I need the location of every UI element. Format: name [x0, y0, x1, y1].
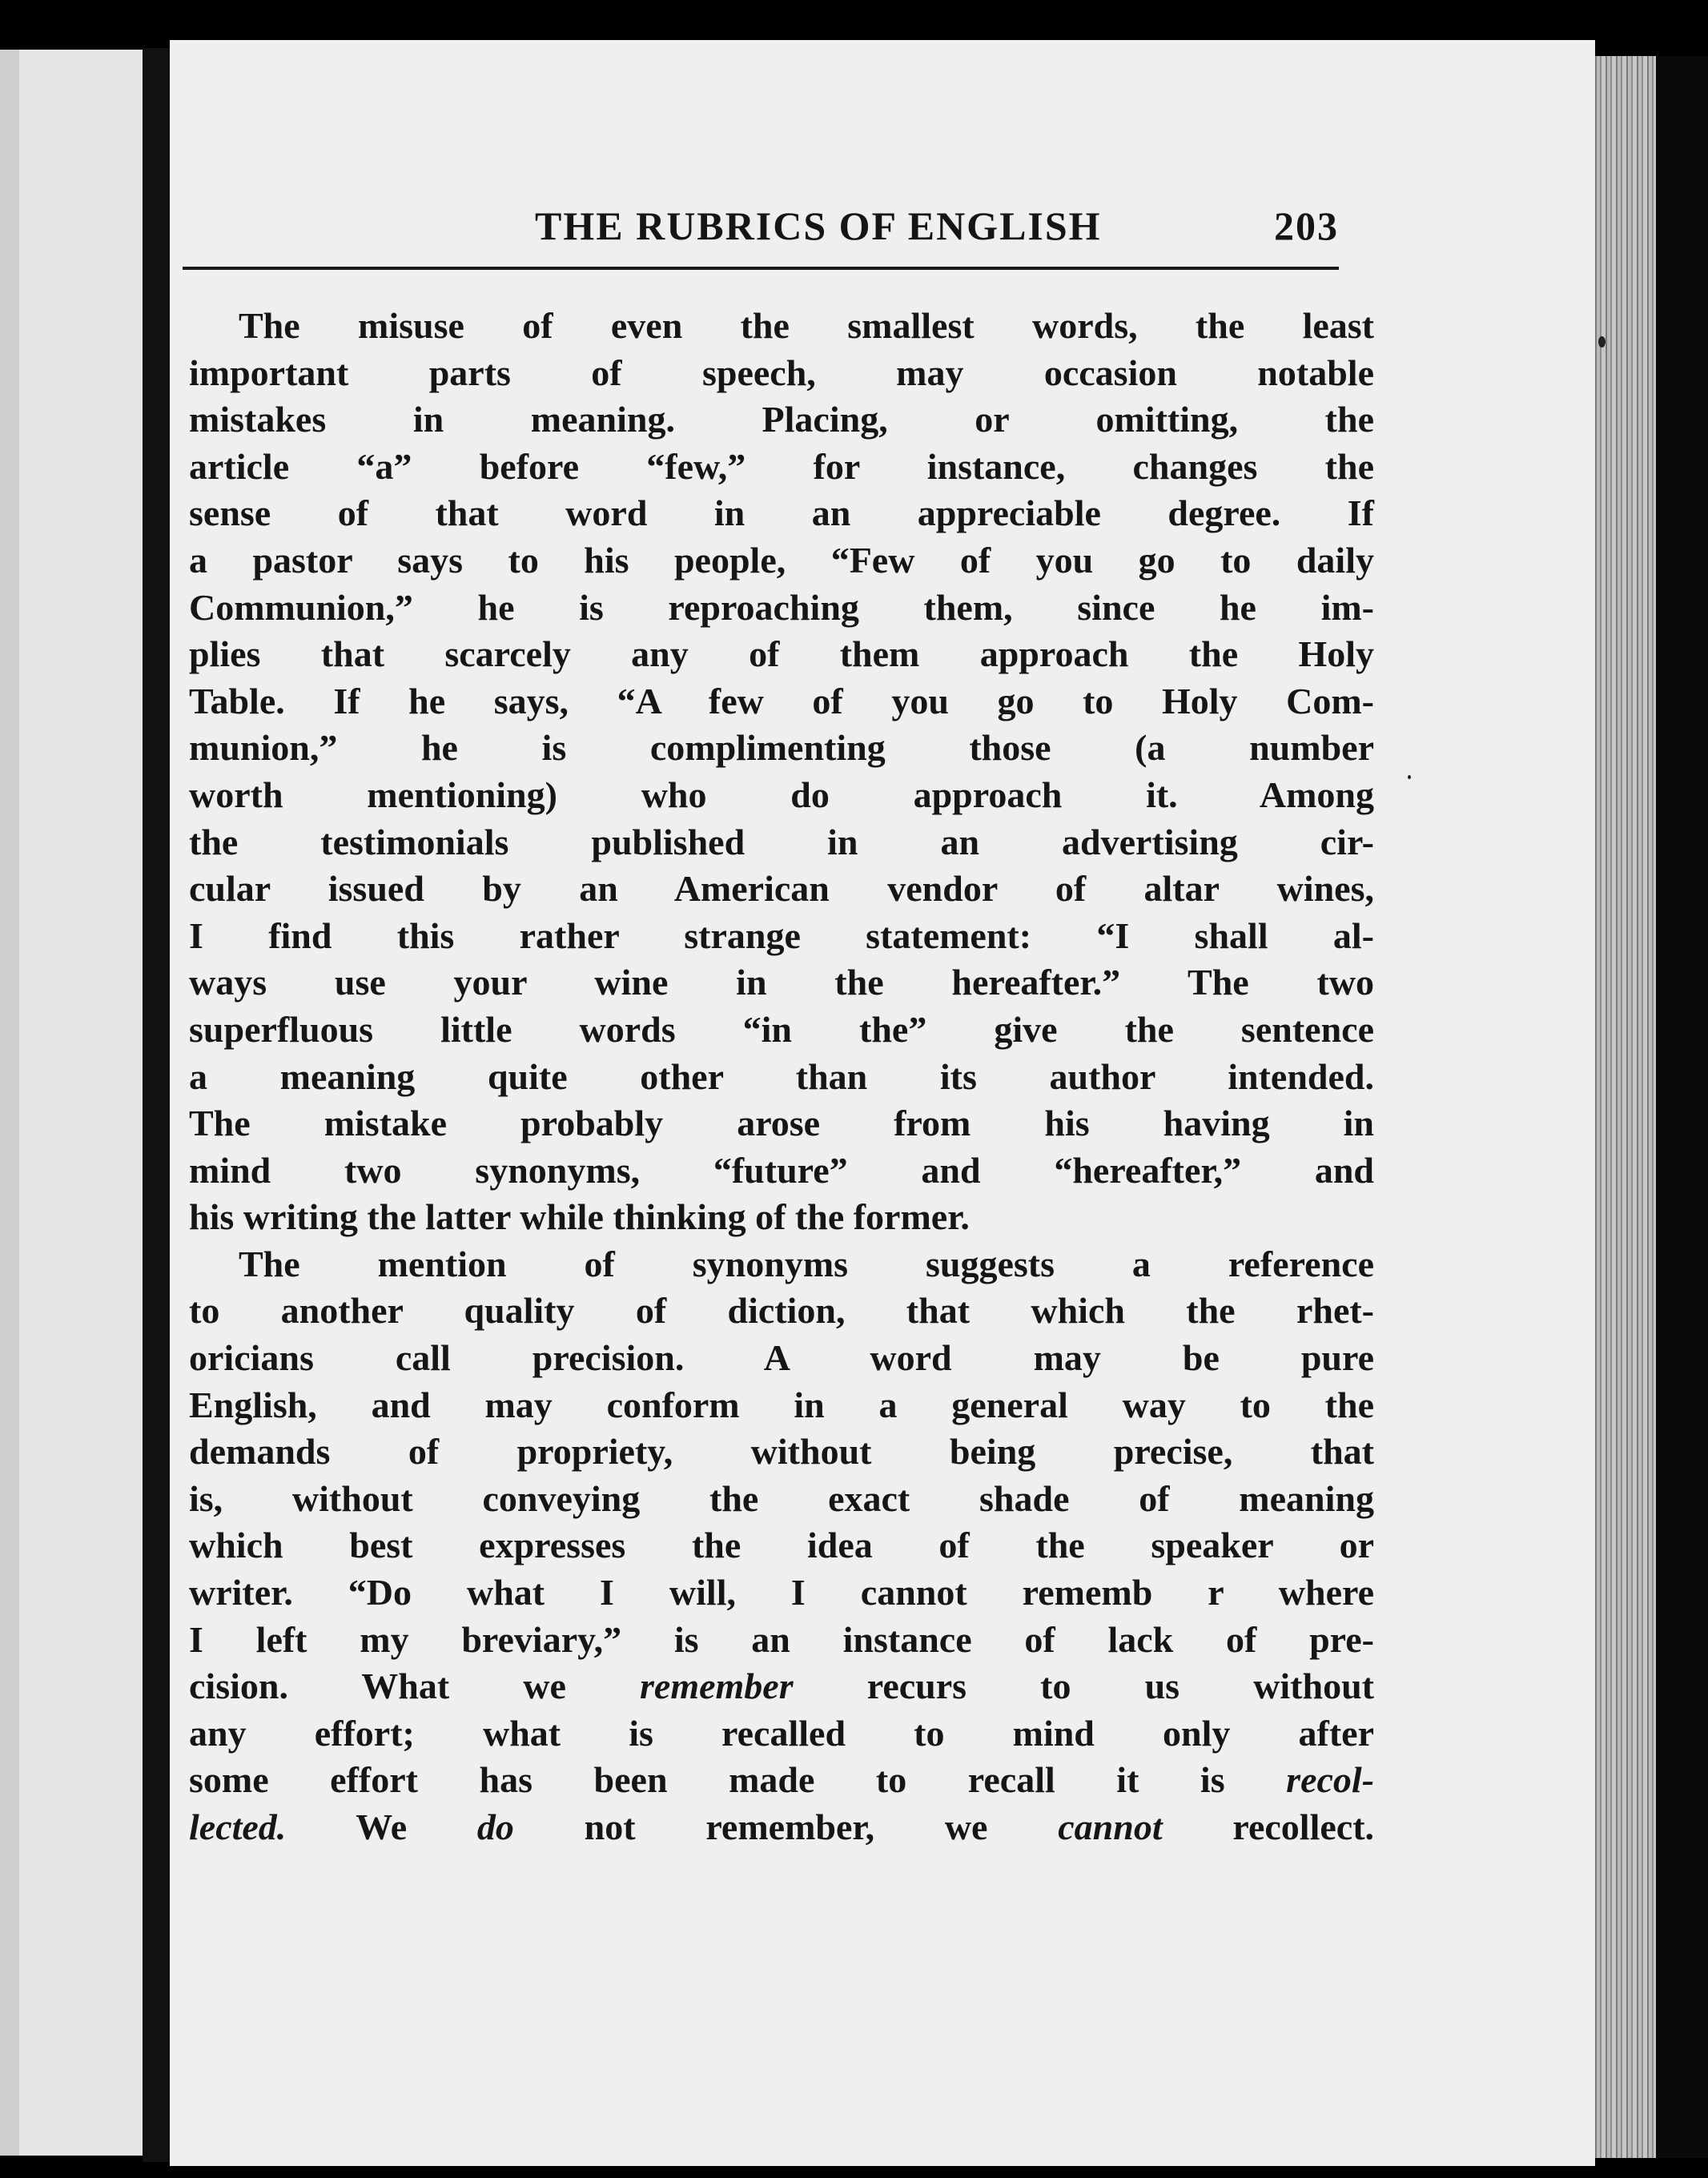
text-line: English, and may conform in a general way to the: [189, 1384, 1374, 1425]
scan-border-right: [1656, 56, 1708, 2158]
italic-word: cannot: [1058, 1806, 1163, 1847]
text-line: which best expresses the idea of the speaker or: [189, 1525, 1374, 1566]
text-line: is, without conveying the exact shade of meaning: [189, 1477, 1374, 1519]
text-line: The misuse of even the smallest words, the least: [239, 305, 1374, 346]
facing-page-shadow: [0, 50, 19, 2156]
italic-word: do: [476, 1806, 514, 1847]
text-line: superfluous little words “in the” give the sentence: [189, 1008, 1374, 1050]
italic-word: remember: [640, 1666, 794, 1707]
running-head: [183, 167, 1339, 247]
text-line: plies that scarcely any of them approach the Holy: [189, 633, 1374, 675]
text-line: oricians call precision. A word may be pure: [189, 1337, 1374, 1379]
text-line: worth mentioning) who do approach it. Among: [189, 774, 1374, 815]
scan-speck: [1598, 336, 1606, 348]
text-line: I left my breviary,” is an instance of lack of pre-: [189, 1618, 1374, 1660]
italic-word: recol-: [1286, 1759, 1375, 1801]
page-number: 203: [1274, 203, 1339, 248]
text-line: important parts of speech, may occasion notable: [189, 352, 1374, 393]
text-line: sense of that word in an appreciable degree. If: [189, 492, 1374, 534]
text-line: I find this rather strange statement: “I shall al-: [189, 914, 1374, 956]
text-line: The mistake probably arose from his having in: [189, 1103, 1374, 1144]
text-line: Table. If he says, “A few of you go to Holy Com-: [189, 680, 1374, 721]
italic-word: lected.: [189, 1806, 287, 1847]
text-line: a pastor says to his people, “Few of you go to daily: [189, 539, 1374, 581]
facing-page-edge: [0, 50, 143, 2156]
text-line: The mention of synonyms suggests a reference: [239, 1243, 1374, 1284]
header-rule: [183, 267, 1339, 270]
text-line: Communion,” he is reproaching them, since he im-: [189, 586, 1374, 628]
text-line: article “a” before “few,” for instance, changes the: [189, 445, 1374, 487]
text-line: some effort has been made to recall it is recol-: [189, 1759, 1375, 1801]
text-line: mind two synonyms, “future” and “hereafter,” and: [189, 1149, 1374, 1191]
text-line: the testimonials published in an advertising cir-: [189, 821, 1374, 862]
scan-speck: [1408, 775, 1411, 779]
text-line: his writing the latter while thinking of the former.: [189, 1196, 970, 1238]
text-line: to another quality of diction, that which the rhet-: [189, 1290, 1374, 1332]
text-line: a meaning quite other than its author intended.: [189, 1055, 1374, 1097]
text-line: cision. What we remember recurs to us without: [189, 1666, 1374, 1707]
text-line: mistakes in meaning. Placing, or omitting, the: [189, 399, 1374, 440]
running-title: THE RUBRICS OF ENGLISH: [535, 203, 1102, 248]
text-line: writer. “Do what I will, I cannot rememb r where: [189, 1572, 1374, 1613]
body-text: [189, 303, 1374, 1851]
text-line: lected. We do not remember, we cannot recollect.: [189, 1806, 1375, 1847]
text-line: ways use your wine in the hereafter.” The two: [189, 962, 1374, 1003]
text-line: any effort; what is recalled to mind only after: [189, 1712, 1374, 1754]
book-gutter: [143, 48, 170, 2162]
page-stack-edge: [1595, 56, 1656, 2158]
text-line: cular issued by an American vendor of altar wines,: [189, 868, 1374, 910]
text-line: munion,” he is complimenting those (a number: [189, 727, 1374, 769]
text-line: demands of propriety, without being precise, that: [189, 1431, 1374, 1473]
